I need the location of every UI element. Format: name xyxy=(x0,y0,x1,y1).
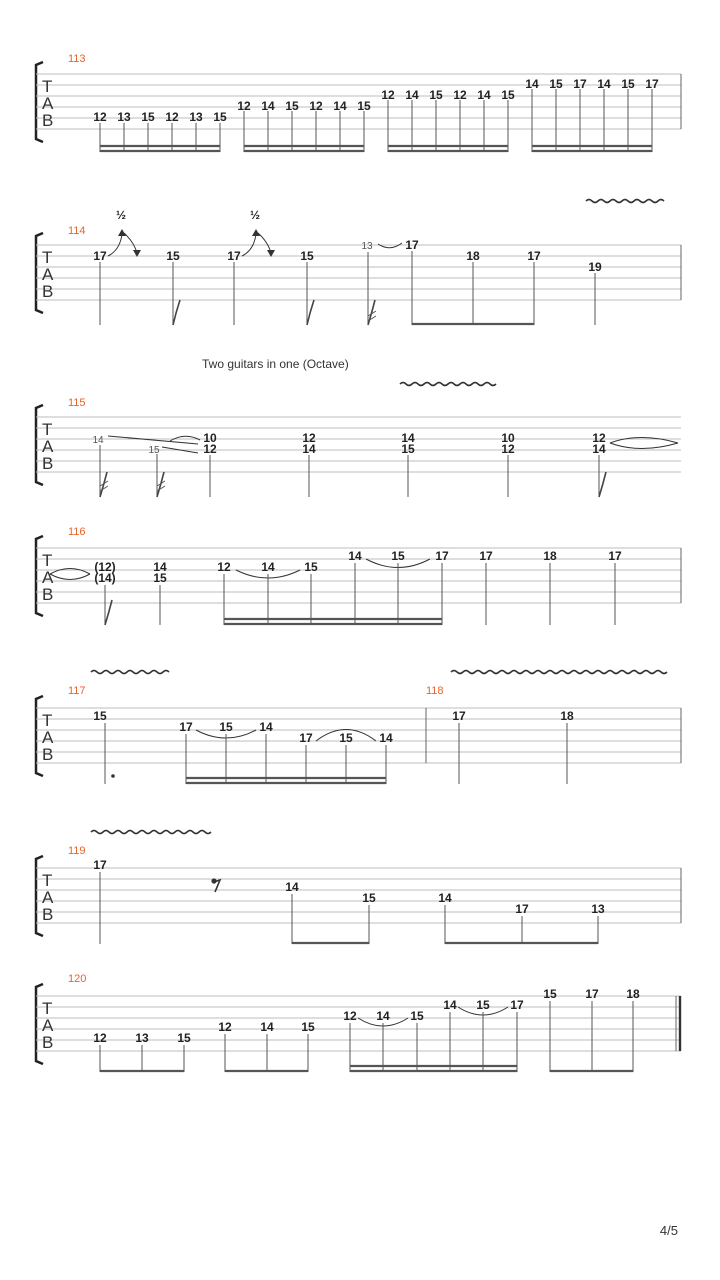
staff-lines xyxy=(36,245,681,300)
tab-clef-A: A xyxy=(42,94,54,113)
tab-clef-B: B xyxy=(42,745,54,764)
vibrato-mark xyxy=(91,831,211,834)
fret-numbers xyxy=(92,431,606,456)
fret-number: 15 xyxy=(285,99,299,113)
measure-number: 115 xyxy=(68,397,86,409)
tab-system-2 xyxy=(36,200,681,326)
tab-clef-T: T xyxy=(42,871,53,890)
fret-number: 12 xyxy=(203,442,217,456)
fret-number: 14 xyxy=(285,880,299,894)
fret-number: 15 xyxy=(219,720,233,734)
tab-clef-A: A xyxy=(42,728,54,747)
bend-label: ½ xyxy=(116,208,127,222)
fret-number: 17 xyxy=(452,709,466,723)
fret-number: 12 xyxy=(302,431,316,445)
fret-number: 12 xyxy=(309,99,323,113)
fret-number: 15 xyxy=(362,891,376,905)
grace-note: 13 xyxy=(361,241,373,252)
fret-number: 15 xyxy=(391,549,405,563)
fret-number: 15 xyxy=(501,88,515,102)
fret-number: 15 xyxy=(166,249,180,263)
fret-number: 17 xyxy=(299,731,313,745)
fret-number: 18 xyxy=(543,549,557,563)
fret-number: 10 xyxy=(203,431,217,445)
tab-clef-T: T xyxy=(42,711,53,730)
fret-number: 10 xyxy=(501,431,515,445)
beams xyxy=(224,619,442,624)
fret-number: 14 xyxy=(401,431,415,445)
tab-clef-A: A xyxy=(42,265,54,284)
fret-number: 17 xyxy=(227,249,241,263)
fret-number: 15 xyxy=(429,88,443,102)
fret-number: 14 xyxy=(525,77,539,91)
measure-number: 117 xyxy=(68,685,86,697)
fret-number: 15 xyxy=(301,1020,315,1034)
fret-number: 17 xyxy=(179,720,193,734)
fret-number: 17 xyxy=(645,77,659,91)
fret-number: 12 xyxy=(217,560,231,574)
fret-number: 15 xyxy=(93,709,107,723)
fret-numbers xyxy=(93,858,605,916)
fret-number: 14 xyxy=(477,88,491,102)
fret-number: 12 xyxy=(381,88,395,102)
fret-number: 15 xyxy=(304,560,318,574)
fret-number: 15 xyxy=(543,987,557,1001)
tab-system-3 xyxy=(36,357,681,497)
fret-number: 14 xyxy=(333,99,347,113)
tab-clef-A: A xyxy=(42,437,54,456)
fret-number: 17 xyxy=(527,249,541,263)
fret-number: 14 xyxy=(348,549,362,563)
tab-clef-A: A xyxy=(42,1016,54,1035)
grace-note: 15 xyxy=(148,445,160,456)
stems xyxy=(105,563,615,625)
tab-clef-T: T xyxy=(42,420,53,439)
fret-number: 14 xyxy=(443,998,457,1012)
grace-note: 14 xyxy=(92,435,104,446)
beams xyxy=(100,146,652,151)
tab-clef-B: B xyxy=(42,454,54,473)
fret-number: 13 xyxy=(591,902,605,916)
stems xyxy=(100,89,652,152)
fret-number: 14 xyxy=(261,99,275,113)
measure-number: 120 xyxy=(68,973,87,985)
fret-number: 14 xyxy=(302,442,316,456)
beams xyxy=(100,1066,633,1071)
fret-number: 14 xyxy=(261,560,275,574)
tab-system-4 xyxy=(36,526,681,625)
page-number: 4/5 xyxy=(659,1223,678,1238)
fret-number: 17 xyxy=(435,549,449,563)
fret-number: 18 xyxy=(626,987,640,1001)
tab-clef-T: T xyxy=(42,999,53,1018)
fret-number: 14 xyxy=(379,731,393,745)
fret-number: 13 xyxy=(117,110,131,124)
fret-number: 15 xyxy=(300,249,314,263)
fret-number: 15 xyxy=(213,110,227,124)
tab-clef-B: B xyxy=(42,282,54,301)
fret-number: 15 xyxy=(357,99,371,113)
fret-number: 12 xyxy=(93,110,107,124)
fret-number: 14 xyxy=(405,88,419,102)
fret-number: 15 xyxy=(476,998,490,1012)
fret-numbers xyxy=(93,77,659,124)
note-flag xyxy=(105,600,112,625)
fret-number: 12 xyxy=(165,110,179,124)
fret-number: 12 xyxy=(453,88,467,102)
flags xyxy=(100,472,606,497)
tab-clef-A: A xyxy=(42,888,54,907)
fret-number: 12 xyxy=(343,1009,357,1023)
tab-clef-A: A xyxy=(42,568,54,587)
fret-number: 13 xyxy=(189,110,203,124)
tab-clef-B: B xyxy=(42,585,54,604)
fret-number: 14 xyxy=(153,560,167,574)
dot xyxy=(111,774,115,778)
fret-number: 14 xyxy=(259,720,273,734)
tab-system-6 xyxy=(36,831,681,945)
fret-number: 14 xyxy=(597,77,611,91)
flags xyxy=(173,300,376,325)
fret-number: (12) xyxy=(94,560,116,574)
stems xyxy=(100,445,599,497)
fret-number: 15 xyxy=(621,77,635,91)
fret-number: 15 xyxy=(177,1031,191,1045)
stems xyxy=(105,723,567,784)
fret-number: 15 xyxy=(141,110,155,124)
measure-number: 118 xyxy=(426,685,444,697)
fret-number: 14 xyxy=(376,1009,390,1023)
measure-number: 113 xyxy=(68,53,86,65)
fret-number: 14 xyxy=(438,891,452,905)
fret-number: 12 xyxy=(93,1031,107,1045)
staff-lines xyxy=(36,417,681,472)
bend-label: ½ xyxy=(250,208,261,222)
tab-clef-B: B xyxy=(42,905,54,924)
tab-clef-B: B xyxy=(42,111,54,130)
fret-number: 17 xyxy=(93,858,107,872)
tab-clef-T: T xyxy=(42,248,53,267)
fret-number: 17 xyxy=(93,249,107,263)
fret-number: 17 xyxy=(573,77,587,91)
vibrato-mark xyxy=(451,671,667,674)
fret-number: 17 xyxy=(608,549,622,563)
fret-number: 15 xyxy=(401,442,415,456)
fret-number: 17 xyxy=(585,987,599,1001)
tab-system-5 xyxy=(36,671,681,785)
beams xyxy=(186,778,386,783)
tab-system-7 xyxy=(36,973,681,1072)
tab-clef-B: B xyxy=(42,1033,54,1052)
tab-system-1 xyxy=(36,53,681,152)
tab-clef-T: T xyxy=(42,551,53,570)
fret-number: 12 xyxy=(501,442,515,456)
measure-number: 119 xyxy=(68,845,86,857)
vibrato-mark xyxy=(400,383,496,386)
fret-number: 14 xyxy=(592,442,606,456)
octave-annotation: Two guitars in one (Octave) xyxy=(202,357,349,371)
fret-number: 15 xyxy=(153,571,167,585)
fret-number: 12 xyxy=(592,431,606,445)
fret-number: 18 xyxy=(466,249,480,263)
staff-lines xyxy=(36,708,681,763)
fret-number: 14 xyxy=(260,1020,274,1034)
fret-number: 12 xyxy=(237,99,251,113)
measure-number: 114 xyxy=(68,225,86,237)
fret-number: 17 xyxy=(405,238,419,252)
staff-lines xyxy=(36,868,681,923)
fret-numbers xyxy=(94,549,622,585)
fret-number: 15 xyxy=(410,1009,424,1023)
fret-number: 18 xyxy=(560,709,574,723)
tab-clef-T: T xyxy=(42,77,53,96)
fret-number: (14) xyxy=(94,571,116,585)
fret-number: 12 xyxy=(218,1020,232,1034)
fret-number: 17 xyxy=(510,998,524,1012)
fret-number: 17 xyxy=(479,549,493,563)
fret-number: 17 xyxy=(515,902,529,916)
measure-number: 116 xyxy=(68,526,86,538)
staff-lines xyxy=(36,996,681,1051)
fret-number: 15 xyxy=(339,731,353,745)
bends xyxy=(108,208,275,257)
vibrato-mark xyxy=(586,200,664,203)
fret-number: 19 xyxy=(588,260,602,274)
fret-numbers xyxy=(93,709,574,745)
vibrato-mark xyxy=(91,671,169,674)
fret-number: 15 xyxy=(549,77,563,91)
fret-number: 13 xyxy=(135,1031,149,1045)
